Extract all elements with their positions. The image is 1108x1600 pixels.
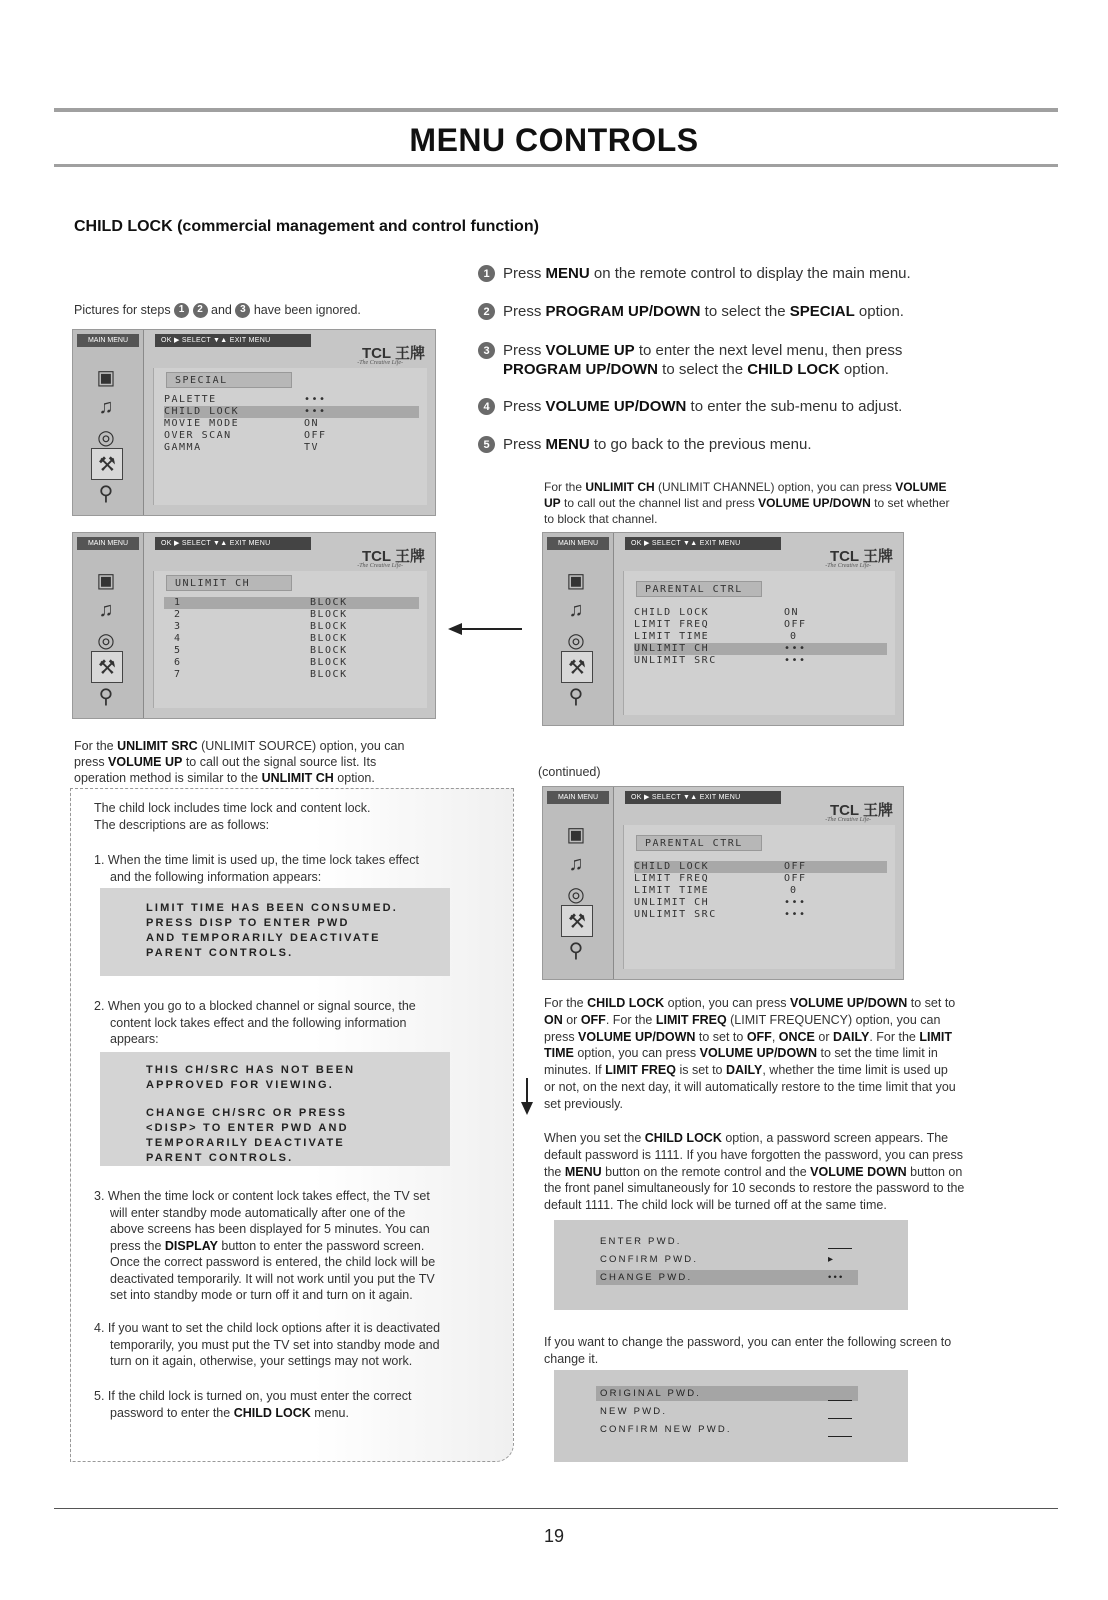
menu-key-hint: OK ▶ SELECT ▼▲ EXIT MENU [625, 537, 781, 550]
menu-key-hint: OK ▶ SELECT ▼▲ EXIT MENU [155, 537, 311, 550]
change-password-note: If you want to change the password, you can enter the following screen to change it. [544, 1335, 952, 1366]
slogan: -The Creative Life- [825, 563, 871, 569]
continued-label: (continued) [538, 765, 601, 779]
confirm-pwd-row: CONFIRM PWD. [600, 1254, 699, 1265]
special-icon: ⚒ [561, 905, 593, 937]
enter-pwd-row: ENTER PWD. [600, 1236, 682, 1247]
menu-row-selected: CHILD LOCK ••• [164, 406, 419, 418]
page-number: 19 [543, 1526, 565, 1546]
picture-icon: ▣ [566, 823, 586, 846]
slogan: -The Creative Life- [357, 360, 403, 366]
channel-row-selected: 1 BLOCK [164, 597, 419, 609]
step-4: 4 Press VOLUME UP/DOWN to enter the sub-menu to adjust. [478, 397, 902, 416]
menu-key-hint: OK ▶ SELECT ▼▲ EXIT MENU [625, 791, 781, 804]
search-icon: ⚲ [98, 482, 114, 505]
cursor-arrow-icon: ▸ [828, 1254, 834, 1265]
menu-row: LIMIT TIME 0 [634, 885, 798, 896]
unlimit-src-note: For the UNLIMIT SRC (UNLIMIT SOURCE) option, you can press VOLUME UP to call out the signal source list. Its operation method is similar to the UNLIMIT CH option. [74, 739, 405, 785]
step-number: 4 [478, 398, 495, 415]
item-2: 2. When you go to a blocked channel or signal source, the content lock takes effect and the following information appears: [94, 999, 416, 1046]
menu-title: PARENTAL CTRL [636, 581, 762, 597]
content-lock-message-box: THIS CH/SRC HAS NOT BEEN APPROVED FOR VIEWING. CHANGE CH/SRC OR PRESS <DISP> TO ENTER PWD AND TEMPORARILY DEACTIVATE PARENT CONTROLS. [100, 1052, 450, 1166]
top-rule-2 [54, 164, 1058, 167]
password-screen [554, 1220, 908, 1310]
pwd-entry-line [828, 1248, 852, 1249]
step-5: 5 Press MENU to go back to the previous menu. [478, 435, 812, 454]
picture-icon: ▣ [566, 569, 586, 592]
channel-row: 7 BLOCK [174, 669, 348, 680]
description-intro: The child lock includes time lock and content lock. The descriptions are as follows: [94, 801, 371, 832]
item-3: 3. When the time lock or content lock takes effect, the TV set will enter standby mode automatically after one of the above screens has been displayed for 5 minutes. You can press the DISPLAY button to enter the password screen. Once the correct password is entered, the child lock will be deactivated temporarily. It will not work until you put the TV set into standby mode or turn off it and turn on it again. [94, 1189, 436, 1302]
top-rule-1 [54, 108, 1058, 112]
menu-row: LIMIT FREQ OFF [634, 619, 807, 630]
tcl-logo: TCL 王牌 [361, 548, 425, 565]
channel-icon: ◎ [97, 426, 115, 449]
main-menu-label: MAIN MENU [77, 537, 139, 550]
menu-row: GAMMA TV [164, 442, 320, 453]
footer-rule [54, 1508, 1058, 1509]
slogan: -The Creative Life- [357, 563, 403, 569]
tcl-logo: TCL 王牌 [361, 345, 425, 362]
unlimit-ch-screen [72, 532, 436, 719]
tcl-logo: TCL 王牌 [829, 548, 893, 565]
tcl-logo: TCL 王牌 [829, 802, 893, 819]
menu-row: OVER SCAN OFF [164, 430, 327, 441]
step-3: 3 Press VOLUME UP to enter the next level menu, then press PROGRAM UP/DOWN to select the CHILD LOCK option. [478, 341, 902, 379]
item-4: 4. If you want to set the child lock options after it is deactivated temporarily, you must put the TV set into standby mode and turn on it again, otherwise, your settings may not work. [94, 1321, 441, 1368]
new-pwd-row: NEW PWD. [600, 1406, 668, 1417]
channel-row: 6 BLOCK [174, 657, 348, 668]
sound-icon: ♫ [98, 598, 114, 621]
change-pwd-row: CHANGE PWD. ••• [596, 1270, 858, 1285]
pictures-note: Pictures for steps 1 2 and 3 have been ignored. [74, 303, 361, 317]
slogan: -The Creative Life- [825, 817, 871, 823]
menu-title: PARENTAL CTRL [636, 835, 762, 851]
search-icon: ⚲ [98, 685, 114, 708]
special-icon: ⚒ [91, 448, 123, 480]
arrow-left-icon [448, 622, 524, 636]
parental-ctrl-screen-on [542, 532, 904, 726]
step-1: 1 Press MENU on the remote control to display the main menu. [478, 264, 911, 283]
channel-icon: ◎ [567, 629, 585, 652]
menu-title: UNLIMIT CH [166, 575, 292, 591]
menu-row: UNLIMIT CH ••• [634, 897, 807, 908]
section-heading: CHILD LOCK (commercial management and control function) [74, 218, 539, 235]
pwd-entry-line [828, 1400, 852, 1401]
child-lock-note: For the CHILD LOCK option, you can press VOLUME UP/DOWN to set to ON or OFF. For the LIMIT FREQ (LIMIT FREQUENCY) option, you can press VOLUME UP/DOWN to set to OFF, ONCE or DAILY. For the LIMIT TIME option, you can press VOLUME UP/DOWN to set the time limit in minutes. If LIMIT FREQ is set to DAILY, whether the time limit is used up or not, on the next day, it will automatically restore to the time limit that you set previously. [544, 996, 956, 1111]
menu-row: CHILD LOCK ON [634, 607, 800, 618]
time-lock-message-box: LIMIT TIME HAS BEEN CONSUMED. PRESS DISP TO ENTER PWD AND TEMPORARILY DEACTIVATE PARENT CONTROLS. [100, 888, 450, 976]
arrow-down-icon [520, 1078, 534, 1116]
step-number: 5 [478, 436, 495, 453]
menu-row-selected: UNLIMIT CH ••• [634, 643, 887, 655]
original-pwd-row: ORIGINAL PWD. [596, 1386, 858, 1401]
item-5: 5. If the child lock is turned on, you must enter the correct password to enter the CHILD LOCK menu. [94, 1389, 412, 1420]
sound-icon: ♫ [568, 852, 584, 875]
change-password-screen [554, 1370, 908, 1462]
menu-row: PALETTE ••• [164, 394, 327, 405]
menu-row: LIMIT TIME 0 [634, 631, 798, 642]
search-icon: ⚲ [568, 939, 584, 962]
step-number: 3 [478, 342, 495, 359]
parental-ctrl-screen-off [542, 786, 904, 980]
special-icon: ⚒ [91, 651, 123, 683]
channel-row: 4 BLOCK [174, 633, 348, 644]
channel-row: 2 BLOCK [174, 609, 348, 620]
pwd-entry-line [828, 1436, 852, 1437]
menu-row: UNLIMIT SRC ••• [634, 655, 807, 666]
step-number: 2 [478, 303, 495, 320]
channel-row: 5 BLOCK [174, 645, 348, 656]
special-icon: ⚒ [561, 651, 593, 683]
menu-row: LIMIT FREQ OFF [634, 873, 807, 884]
search-icon: ⚲ [568, 685, 584, 708]
special-menu-screen [72, 329, 436, 516]
sound-icon: ♫ [98, 395, 114, 418]
picture-icon: ▣ [96, 569, 116, 592]
menu-row: MOVIE MODE ON [164, 418, 320, 429]
step-2: 2 Press PROGRAM UP/DOWN to select the SPECIAL option. [478, 302, 904, 321]
menu-row-selected: CHILD LOCK OFF [634, 861, 887, 873]
channel-row: 3 BLOCK [174, 621, 348, 632]
picture-icon: ▣ [96, 366, 116, 389]
pwd-entry-line [828, 1418, 852, 1419]
main-menu-label: MAIN MENU [547, 537, 609, 550]
confirm-new-pwd-row: CONFIRM NEW PWD. [600, 1424, 732, 1435]
unlimit-ch-note: For the UNLIMIT CH (UNLIMIT CHANNEL) option, you can press VOLUME UP to call out the channel list and press VOLUME UP/DOWN to set whether to block that channel. [544, 480, 950, 526]
menu-key-hint: OK ▶ SELECT ▼▲ EXIT MENU [155, 334, 311, 347]
main-menu-label: MAIN MENU [547, 791, 609, 804]
menu-row: UNLIMIT SRC ••• [634, 909, 807, 920]
password-note: When you set the CHILD LOCK option, a password screen appears. The default password is 1111. If you have forgotten the password, you can press the MENU button on the remote control and the VOLUME DOWN button on the front panel simultaneously for 10 seconds to restore the password to the default 1111. The child lock will be turned off at the same time. [544, 1131, 965, 1213]
page-title: MENU CONTROLS [409, 122, 699, 158]
menu-title: SPECIAL [166, 372, 292, 388]
sound-icon: ♫ [568, 598, 584, 621]
step-number: 1 [478, 265, 495, 282]
channel-icon: ◎ [567, 883, 585, 906]
main-menu-label: MAIN MENU [77, 334, 139, 347]
item-1: 1. When the time limit is used up, the time lock takes effect and the following information appears: [94, 853, 419, 884]
channel-icon: ◎ [97, 629, 115, 652]
